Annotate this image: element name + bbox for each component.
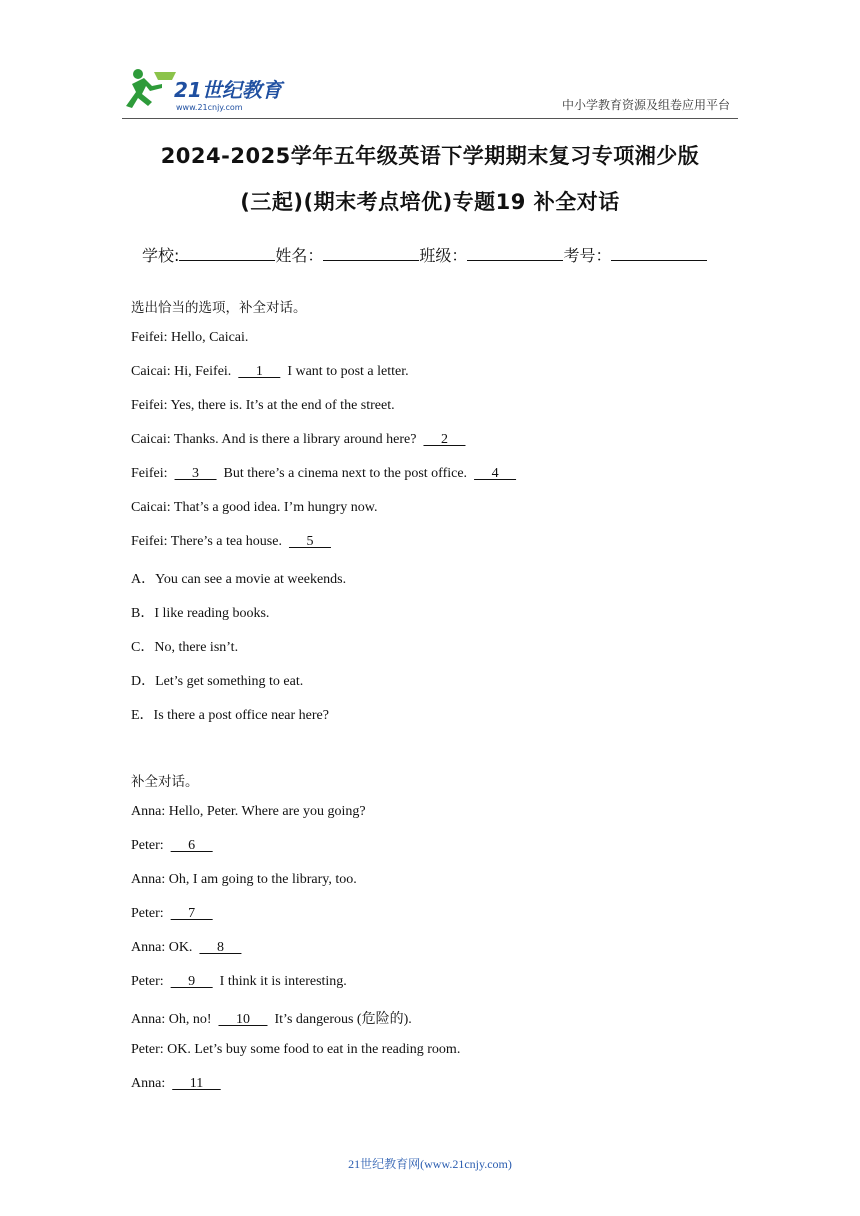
- name-field[interactable]: [323, 246, 419, 261]
- dialogue-line: [131, 1042, 460, 1058]
- exam-no-label: 考号：: [563, 246, 612, 265]
- dialogue-line: [131, 534, 331, 550]
- line-text: Peter:: [131, 906, 171, 921]
- line-text: Anna: Oh, no!: [131, 1012, 219, 1027]
- line-text: Caicai: Thanks. And is there a library around here?: [131, 432, 424, 447]
- dialogue-line: [131, 940, 241, 956]
- dialogue-line: [131, 330, 248, 346]
- option-e: E．Is there a post office near here?: [131, 708, 329, 723]
- line-text: Caicai: That’s a good idea. I’m hungry now.: [131, 500, 378, 515]
- dialogue-line: [131, 432, 465, 448]
- dialogue-line: [131, 838, 213, 854]
- dialogue-line: [131, 364, 409, 380]
- option-c: C．No, there isn’t.: [131, 640, 239, 655]
- dialogue-line: [131, 398, 395, 414]
- class-field[interactable]: [467, 246, 563, 261]
- dialogue-line: [131, 466, 516, 482]
- logo: [122, 66, 292, 116]
- school-field[interactable]: [179, 246, 275, 261]
- page-title-line2: (三起)(期末考点培优)专题19 补全对话: [240, 190, 620, 214]
- school-label: 学校:: [142, 246, 180, 265]
- dialogue-line: [131, 804, 366, 820]
- platform-name: 中小学教育资源及组卷应用平台: [561, 98, 730, 112]
- answer-blank[interactable]: 9: [170, 974, 213, 989]
- line-text: Anna: Hello, Peter. Where are you going?: [131, 804, 366, 819]
- page-footer[interactable]: 21世纪教育网(www.21cnjy.com): [348, 1157, 512, 1171]
- line-text: But there’s a cinema next to the post office.: [216, 466, 475, 481]
- exam-no-field[interactable]: [611, 246, 707, 261]
- line-text: Feifei: There’s a tea house.: [131, 534, 289, 549]
- line-text: Peter: OK. Let’s buy some food to eat in the reading room.: [131, 1042, 461, 1057]
- line-text: Caicai: Hi, Feifei.: [131, 364, 239, 379]
- answer-blank[interactable]: 3: [174, 466, 217, 481]
- name-label: 姓名：: [275, 246, 324, 265]
- answer-blank[interactable]: 2: [423, 432, 466, 447]
- line-text: Peter:: [131, 838, 171, 853]
- answer-blank[interactable]: 1: [238, 364, 281, 379]
- answer-blank[interactable]: 5: [288, 534, 331, 549]
- dialogue-line: [131, 1008, 412, 1028]
- dialogue-line: [131, 974, 347, 990]
- page-title-line1: 2024-2025学年五年级英语下学期期末复习专项湘少版: [160, 144, 700, 168]
- line-text: Feifei: Hello, Caicai.: [131, 330, 249, 345]
- student-info-row: [142, 243, 707, 266]
- line-text: Peter:: [131, 974, 171, 989]
- line-text: Feifei: Yes, there is. It’s at the end of the street.: [131, 398, 395, 413]
- line-text: I want to post a letter.: [280, 364, 409, 379]
- option-b: B．I like reading books.: [131, 606, 270, 621]
- dialogue-line: [131, 872, 357, 888]
- logo-text: 21世纪教育: [174, 78, 282, 102]
- option-a: A．You can see a movie at weekends.: [131, 572, 347, 587]
- line-text: It’s dangerous (危险的).: [267, 1012, 412, 1027]
- dialogue-line: [131, 500, 378, 516]
- page-header: [0, 0, 860, 120]
- runner-icon: [126, 69, 176, 108]
- option-d: D．Let’s get something to eat.: [131, 674, 304, 689]
- line-text: Feifei:: [131, 466, 175, 481]
- answer-blank[interactable]: 7: [170, 906, 213, 921]
- dialogue-line: [131, 1076, 221, 1092]
- line-text: Anna:: [131, 1076, 173, 1091]
- answer-blank[interactable]: 10: [218, 1012, 268, 1027]
- answer-blank[interactable]: 8: [199, 940, 242, 955]
- line-text: Anna: Oh, I am going to the library, too.: [131, 872, 357, 887]
- answer-blank[interactable]: 4: [474, 466, 517, 481]
- line-text: I think it is interesting.: [212, 974, 347, 989]
- answer-blank[interactable]: 6: [170, 838, 213, 853]
- header-divider: [122, 118, 738, 119]
- class-label: 班级：: [419, 246, 468, 265]
- dialogue-line: [131, 906, 213, 922]
- answer-blank[interactable]: 11: [172, 1076, 221, 1091]
- section1-instruction: 选出恰当的选项，补全对话。: [131, 300, 307, 316]
- logo-url: www.21cnjy.com: [176, 103, 243, 112]
- line-text: Anna: OK.: [131, 940, 200, 955]
- section2-instruction: 补全对话。: [131, 774, 199, 790]
